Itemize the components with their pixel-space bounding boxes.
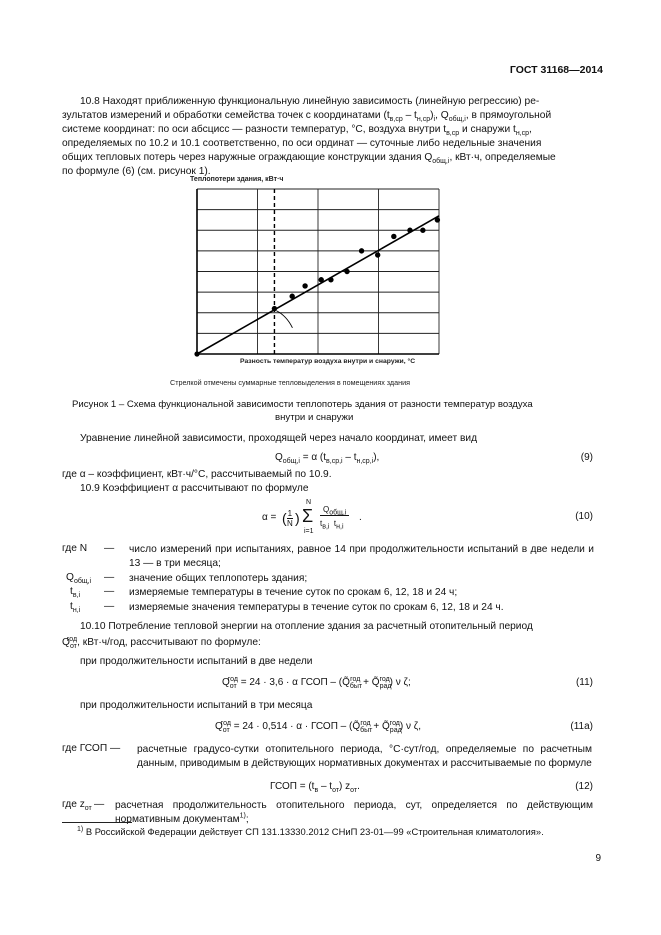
formula-12-number: (12)	[575, 781, 593, 792]
formula-9: $Q_{общ,i} = \alpha$ $(t_{в,ср,i} - t_{н,ср,i})$,	[275, 452, 380, 465]
data-point	[359, 248, 364, 253]
zot-symbol: где $z_{от}$	[62, 799, 92, 813]
data-point	[289, 294, 294, 299]
figure-y-axis-label: Теплопотери здания, кВт·ч	[190, 176, 284, 183]
data-point	[272, 306, 277, 311]
para-10-8-line-1: 10.8 Находят приближенную функциональную линейную зависимость (линейную регрессию) ре-	[80, 96, 540, 107]
data-point	[344, 269, 349, 274]
definition-dash: —	[104, 572, 115, 583]
figure-caption-line-2: внутри и снаружи	[275, 412, 354, 423]
definition-symbol: $Q_{общ,i}$	[66, 572, 92, 586]
para-10-10-line-1: 10.10 Потребление тепловой энергии на отопление здания за расчетный отопительный период	[80, 621, 533, 632]
origin-point	[194, 351, 199, 356]
definition-text: измеряемые значения температуры в течение суток по срокам 6, 12, 18 и 24 ч.	[129, 602, 504, 613]
standard-header: ГОСТ 31168—2014	[509, 64, 603, 76]
para-10-8-line-5: общих тепловых потерь через наружные ограждающие конструкции здания $Q_{общ,i}$, кВт·ч, определяемые	[62, 152, 556, 166]
footnote-rule	[62, 822, 132, 823]
formula-11a-number: (11а)	[570, 721, 593, 732]
chart-grid	[197, 189, 439, 354]
data-point	[319, 277, 324, 282]
definition-dash: —	[104, 601, 115, 612]
definition-dash: —	[104, 586, 115, 597]
definition-text: измеряемые температуры в течение суток по срокам 6, 12, 18 и 24 ч;	[129, 587, 458, 598]
data-point	[420, 228, 425, 233]
linear-eq-intro: Уравнение линейной зависимости, проходящей через начало координат, имеет вид	[80, 433, 478, 444]
para-10-8-line-2: зультатов измерений и обработки семейства точек с координатами $(t_{в,ср} - t_{н,ср})_i$, $Q_{общ,i}$, в прямоугольной	[62, 110, 552, 124]
formula-10-number: (10)	[575, 511, 593, 522]
data-point	[375, 252, 380, 257]
definition-symbol: $t_{в,i}$	[70, 586, 81, 600]
data-point	[435, 217, 440, 222]
data-point	[302, 283, 307, 288]
page-number: 9	[595, 853, 601, 864]
data-point	[407, 228, 412, 233]
formula-9-number: (9)	[580, 452, 593, 463]
alpha-definition: где α – коэффициент, кВт·ч/°С, рассчитываемый по 10.9.	[62, 469, 332, 480]
formula-11a: $Q_{от}^{год} = 24 \cdot 0,514 \cdot \alpha$ · ГСОП – ($Q̃_{быт}^{год}$ + $Q̃_{рад}^{год}$) ν ζ,	[215, 719, 421, 734]
two-weeks-label: при продолжительности испытаний в две недели	[80, 656, 313, 667]
definition-dash: —	[104, 543, 115, 554]
para-10-8-line-4: определяемых по 10.2 и 10.1 соответственно, по оси ординат — суточные либо недельные значения	[62, 138, 542, 149]
three-months-label: при продолжительности испытаний в три месяца	[80, 700, 313, 711]
figure-caption-line-1: Рисунок 1 – Схема функциональной зависимости теплопотерь здания от разности температур воздуха	[72, 399, 533, 410]
zot-definition: расчетная продолжительность отопительного периода, сут, определяется по действующим нормативным документам$^{1)}$;	[115, 800, 593, 825]
para-10-8-line-6: по формуле (6) (см. рисунок 1).	[62, 166, 211, 177]
para-10-9: 10.9 Коэффициент α рассчитывают по формуле	[80, 483, 309, 494]
zot-dash: —	[94, 799, 105, 810]
figure-x-axis-label: Разность температур воздуха внутри и снаружи, °С	[240, 358, 416, 365]
definition-symbol: где N	[62, 543, 88, 554]
formula-11: $Q_{от}^{год} = 24 \cdot 3,6 \cdot \alpha$ ГСОП – ($Q̃_{быт}^{год}$ + $Q̃_{рад}^{год}$) ν ζ;	[222, 675, 411, 690]
gsop-definition: расчетные градусо-сутки отопительного периода, °С·сут/год, определяемые по расчетным данным, приводимым в действующих нормативных документах и рассчитываемые по формуле	[137, 744, 592, 769]
data-point	[328, 277, 333, 282]
heat-gain-arrow	[276, 311, 292, 328]
regression-chart	[190, 186, 445, 366]
footnote: $^{1)}$ В Российской Федерации действует СП 131.13330.2012 СНиП 23-01—99 «Строительная климатология».	[77, 825, 544, 837]
gsop-symbol: где ГСОП —	[62, 743, 121, 754]
figure-note: Стрелкой отмечены суммарные тепловыделения в помещениях здания	[170, 378, 411, 387]
chart-marks	[194, 216, 440, 357]
data-point	[391, 234, 396, 239]
para-10-10-line-2: $Q_{от}^{год}$, кВт·ч/год, рассчитывают по формуле:	[62, 635, 261, 651]
formula-11-number: (11)	[575, 677, 593, 688]
para-10-8-line-3: системе координат: по оси абсцисс — разности температур, °С, воздуха внутри $t_{в,ср}$ и снаружи $t_{н,ср}$,	[62, 124, 532, 138]
definition-text: значение общих теплопотерь здания;	[129, 573, 308, 584]
formula-12: ГСОП = $(t_в - t_{от})$ $z_{от}$.	[270, 781, 360, 794]
definition-symbol: $t_{н,i}$	[70, 601, 81, 615]
definition-text: число измерений при испытаниях, равное 14 при продолжительности испытаний в две недели и 13 — в три месяца;	[129, 544, 594, 569]
